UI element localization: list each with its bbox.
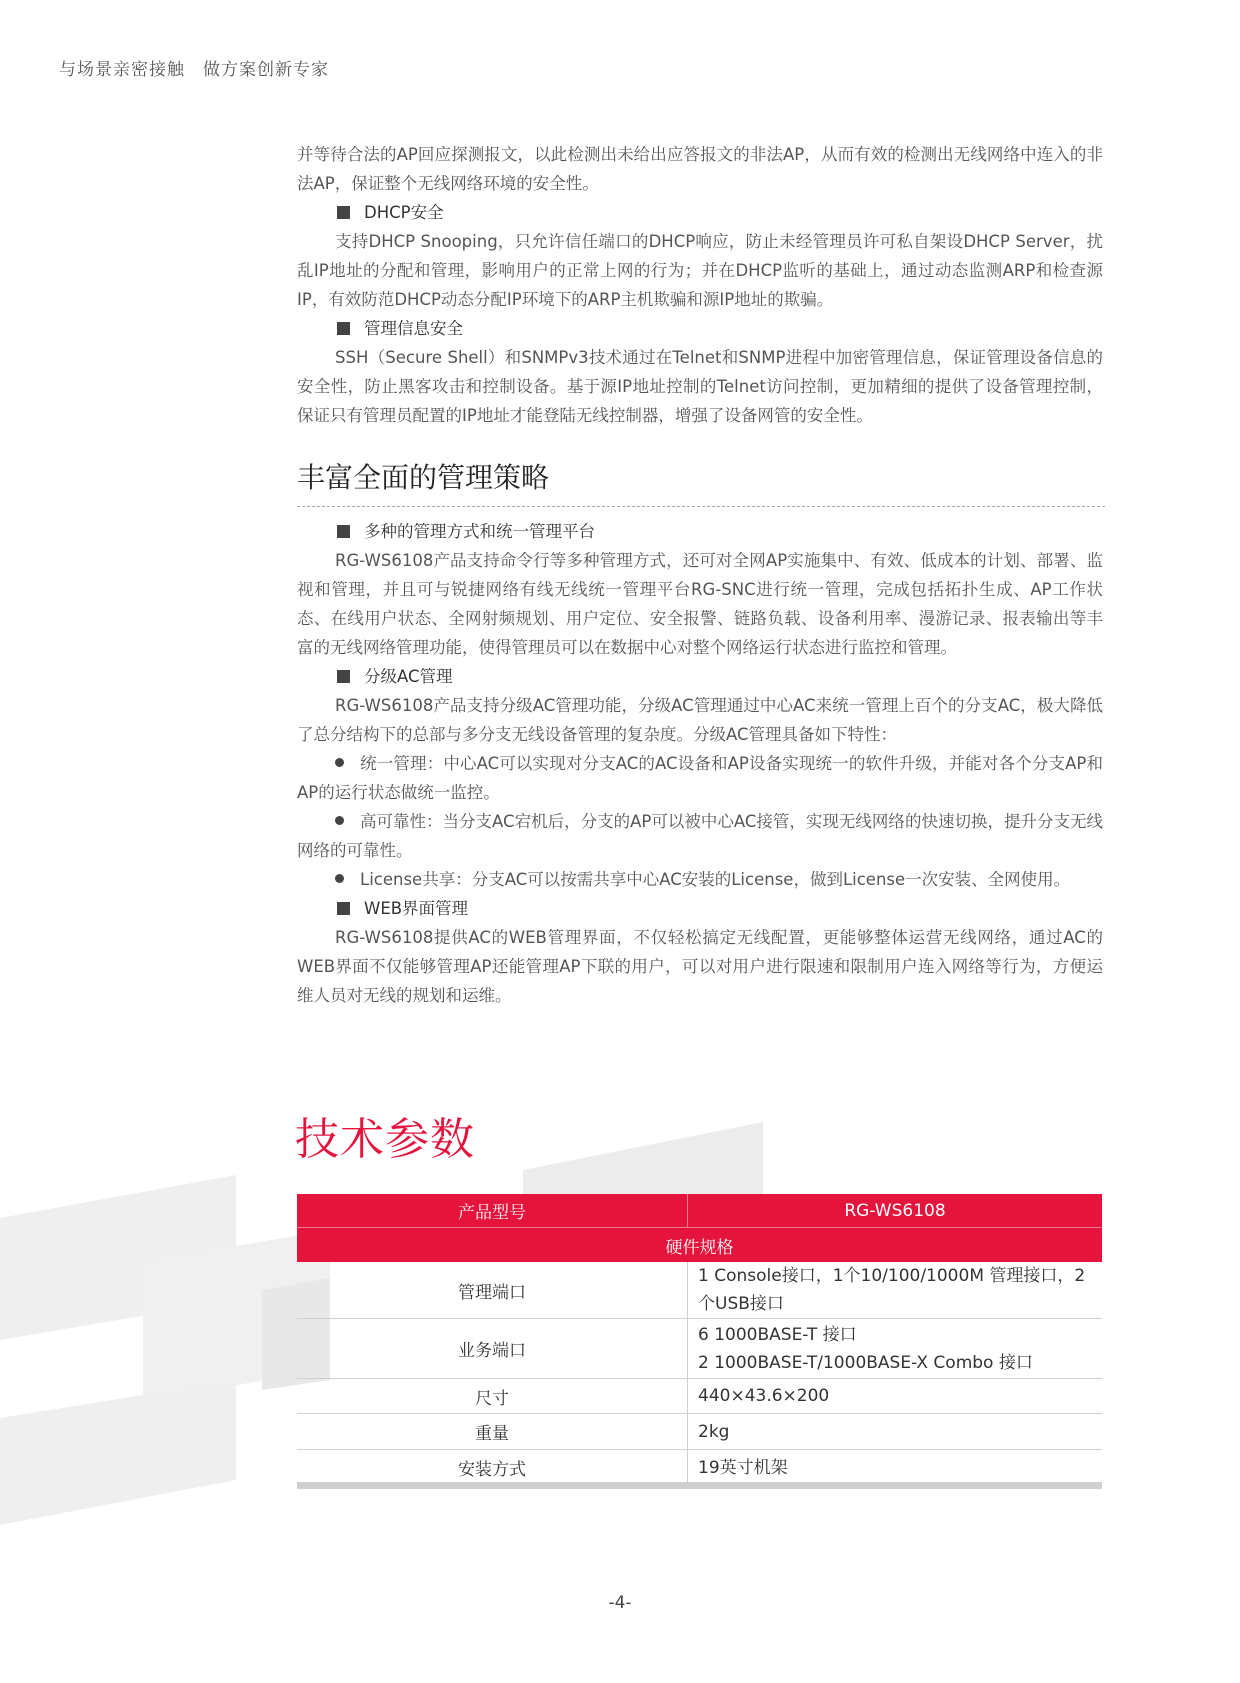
model-value-cell: RG-WS6108 bbox=[688, 1194, 1103, 1228]
spec-value: 19英寸机架 bbox=[688, 1450, 1103, 1486]
table-row bbox=[297, 1450, 1102, 1486]
web-mgmt-paragraph: RG-WS6108提供AC的WEB管理界面，不仅轻松搞定无线配置，更能够整体运营无线网络，通过AC的WEB界面不仅能够管理AP还能管理AP下联的用户，可以对用户进行限速和限制用户连入网络等行为，方便运维人员对无线的规划和运维。 bbox=[297, 928, 1103, 1005]
spec-table bbox=[297, 1194, 1102, 1486]
spec-value: 6 1000BASE-T 接口 2 1000BASE-T/1000BASE-X Combo 接口 bbox=[688, 1319, 1103, 1379]
dot-bullet-icon bbox=[335, 874, 344, 883]
multi-mgmt-paragraph: RG-WS6108产品支持命令行等多种管理方式，还可对全网AP实施集中、有效、低成本的计划、部署、监视和管理，并且可与锐捷网络有线无线统一管理平台RG-SNC进行统一管理，完成包括拓扑生成、AP工作状态、在线用户状态、全网射频规划、用户定位、安全报警、链路负载、设备利用率、漫游记录、报表输出等丰富的无线网络管理功能，使得管理员可以在数据中心对整个网络运行状态进行监控和管理。 bbox=[297, 551, 1103, 657]
mgmt-security-title: 管理信息安全 bbox=[364, 319, 463, 338]
model-label-cell: 产品型号 bbox=[297, 1194, 688, 1228]
square-bullet-icon bbox=[337, 670, 350, 683]
square-bullet-icon bbox=[337, 322, 350, 335]
square-bullet-icon bbox=[337, 902, 350, 915]
square-bullet-icon bbox=[337, 206, 350, 219]
multi-mgmt-title: 多种的管理方式和统一管理平台 bbox=[364, 522, 595, 541]
section-divider bbox=[297, 506, 1105, 507]
square-bullet-icon bbox=[337, 525, 350, 538]
dhcp-paragraph: 支持DHCP Snooping，只允许信任端口的DHCP响应，防止未经管理员许可私自架设DHCP Server，扰乱IP地址的分配和管理，影响用户的正常上网的行为；并在DHCP监听的基础上，通过动态监测ARP和检查源IP，有效防范DHCP动态分配IP环境下的ARP主机欺骗和源IP地址的欺骗。 bbox=[297, 232, 1103, 309]
table-row bbox=[297, 1414, 1102, 1450]
dhcp-subheading bbox=[297, 198, 1103, 227]
spec-key: 安装方式 bbox=[297, 1450, 688, 1486]
dot-bullet-icon bbox=[335, 758, 344, 767]
spec-key: 管理端口 bbox=[297, 1262, 688, 1319]
web-mgmt-title: WEB界面管理 bbox=[364, 899, 469, 918]
hier-bullet-item: 统一管理：中心AC可以实现对分支AC的AC设备和AP设备实现统一的软件升级，并能对各个分支AP和AP的运行状态做统一监控。 bbox=[297, 754, 1103, 802]
mgmt-security-paragraph: SSH（Secure Shell）和SNMPv3技术通过在Telnet和SNMP进程中加密管理信息，保证管理设备信息的安全性，防止黑客攻击和控制设备。基于源IP地址控制的Telnet访问控制，更加精细的提供了设备管理控制，保证只有管理员配置的IP地址才能登陆无线控制器，增强了设备网管的安全性。 bbox=[297, 348, 1103, 425]
multi-mgmt-subheading bbox=[297, 517, 1103, 546]
spec-key: 重量 bbox=[297, 1414, 688, 1450]
main-content bbox=[297, 140, 1103, 1010]
web-mgmt-subheading bbox=[297, 894, 1103, 923]
dhcp-title: DHCP安全 bbox=[364, 203, 444, 222]
table-bottom-bar bbox=[297, 1482, 1102, 1489]
spec-key: 尺寸 bbox=[297, 1379, 688, 1414]
section-heading: 丰富全面的管理策略 bbox=[297, 461, 550, 494]
table-row bbox=[297, 1262, 1102, 1319]
table-row bbox=[297, 1379, 1102, 1414]
hier-ac-title: 分级AC管理 bbox=[364, 667, 453, 686]
page-tagline: 与场景亲密接触 做方案创新专家 bbox=[59, 60, 329, 80]
mgmt-security-subheading bbox=[297, 314, 1103, 343]
hardware-spec-cell: 硬件规格 bbox=[297, 1228, 1102, 1263]
table-header-row bbox=[297, 1194, 1102, 1228]
dot-bullet-icon bbox=[335, 816, 344, 825]
spec-value: 440×43.6×200 bbox=[688, 1379, 1103, 1414]
spec-key: 业务端口 bbox=[297, 1319, 688, 1379]
hier-ac-subheading bbox=[297, 662, 1103, 691]
hier-bullet-item: License共享：分支AC可以按需共享中心AC安装的License，做到License一次安装、全网使用。 bbox=[297, 865, 1103, 894]
hier-ac-paragraph: RG-WS6108产品支持分级AC管理功能，分级AC管理通过中心AC来统一管理上百个的分支AC，极大降低了总分结构下的总部与多分支无线设备管理的复杂度。分级AC管理具备如下特性： bbox=[297, 696, 1103, 744]
intro-paragraph: 并等待合法的AP回应探测报文，以此检测出未给出应答报文的非法AP，从而有效的检测出无线网络中连入的非法AP，保证整个无线网络环境的安全性。 bbox=[297, 145, 1103, 193]
page-number: -4- bbox=[608, 1593, 632, 1613]
spec-value: 2kg bbox=[688, 1414, 1103, 1450]
hier-bullet-item: 高可靠性：当分支AC宕机后，分支的AP可以被中心AC接管，实现无线网络的快速切换，提升分支无线网络的可靠性。 bbox=[297, 812, 1103, 860]
tech-specs-heading: 技术参数 bbox=[295, 1114, 475, 1165]
spec-value: 1 Console接口，1个10/100/1000M 管理接口，2 个USB接口 bbox=[688, 1262, 1103, 1319]
table-row bbox=[297, 1319, 1102, 1379]
table-section-row bbox=[297, 1228, 1102, 1263]
